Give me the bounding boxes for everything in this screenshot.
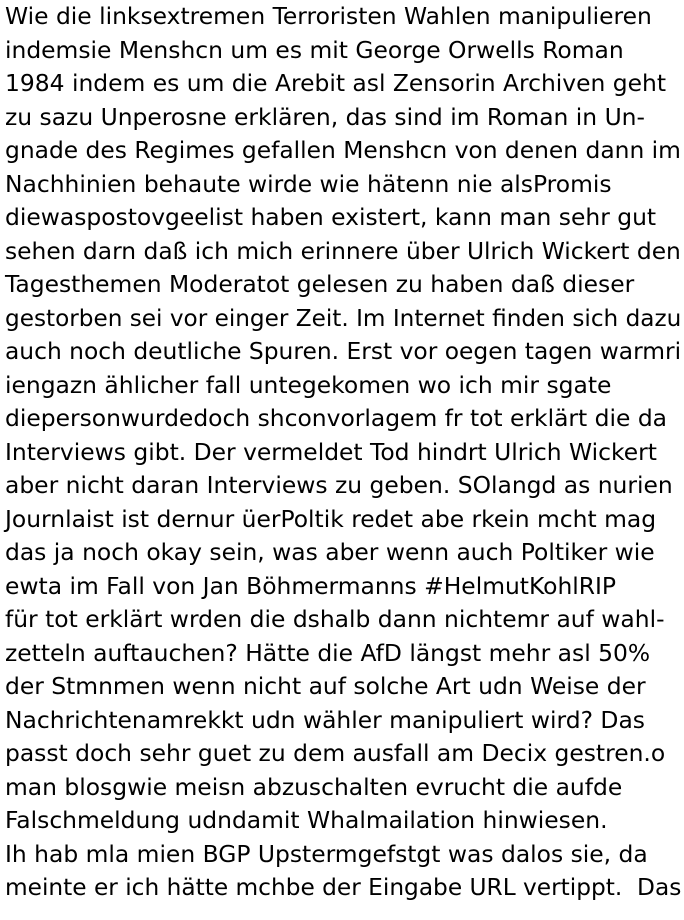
text-line: passt doch sehr guet zu dem ausfall am Decix gestren.o: [5, 739, 666, 767]
text-line: Falschmeldung udndamit Whalmailation hinwiesen.: [5, 806, 608, 834]
text-line: man blosgwie meisn abzuschalten evrucht die aufde: [5, 772, 623, 801]
text-line: Wie die linksextremen Terroristen Wahlen manipulieren: [5, 2, 652, 30]
text-line: das ja noch okay sein, was aber wenn auch Poltiker wie: [5, 538, 655, 566]
text-line: auch noch deutliche Spuren. Erst vor oegen tagen warmri: [5, 337, 682, 365]
text-line: Nachhinien behaute wirde wie hätenn nie alsPromis: [5, 169, 612, 198]
text-line: Journlaist ist dernur üerPoltik redet abe rkein mcht mag: [5, 504, 657, 533]
text-line: zu sazu Unperosne erklären, das sind im Roman in Un-: [5, 102, 645, 131]
text-line: für tot erklärt wrden die dshalb dann nichtemr auf wahl-: [5, 605, 665, 633]
text-line: ewta im Fall von Jan Böhmermanns #HelmutKohlRIP: [5, 571, 617, 600]
text-line: diepersonwurdedoch shconvorlagem fr tot erklärt die da: [5, 404, 667, 432]
text-line: iengazn ählicher fall untegekomen wo ich mir sgate: [5, 370, 612, 399]
text-line: aber nicht daran Interviews zu geben. SOlangd as nurien: [5, 471, 673, 499]
text-line: Tagesthemen Moderatot gelesen zu haben daß dieser: [5, 270, 635, 298]
text-line: gnade des Regimes gefallen Menshcn von denen dann im: [5, 136, 681, 164]
text-line: Interviews gibt. Der vermeldet Tod hindrt Ulrich Wickert: [5, 437, 657, 466]
text-line: sehen darn daß ich mich erinnere über Ulrich Wickert den: [5, 236, 681, 265]
text-line: 1984 indem es um die Arebit asl Zensorin Archiven geht: [5, 69, 667, 97]
text-line: Ih hab mla mien BGP Upstermgefstgt was dalos sie, da: [5, 839, 648, 868]
text-line: indemsie Menshcn um es mit George Orwells Roman: [5, 35, 624, 64]
text-line: der Stmnmen wenn nicht auf solche Art udn Weise der: [5, 672, 646, 700]
document-page: [5, 0, 684, 920]
text-line: meinte er ich hätte mchbe der Eingabe URL vertippt. Das: [5, 873, 682, 901]
text-line: Nachrichtenamrekkt udn wähler manipuliert wird? Das: [5, 705, 645, 734]
text-line: gestorben sei vor einger Zeit. Im Internet finden sich dazu: [5, 303, 682, 332]
text-line: diewaspostovgeelist haben existert, kann man sehr gut: [5, 203, 657, 231]
text-line: zetteln auftauchen? Hätte die AfD längst mehr asl 50%: [5, 638, 651, 667]
